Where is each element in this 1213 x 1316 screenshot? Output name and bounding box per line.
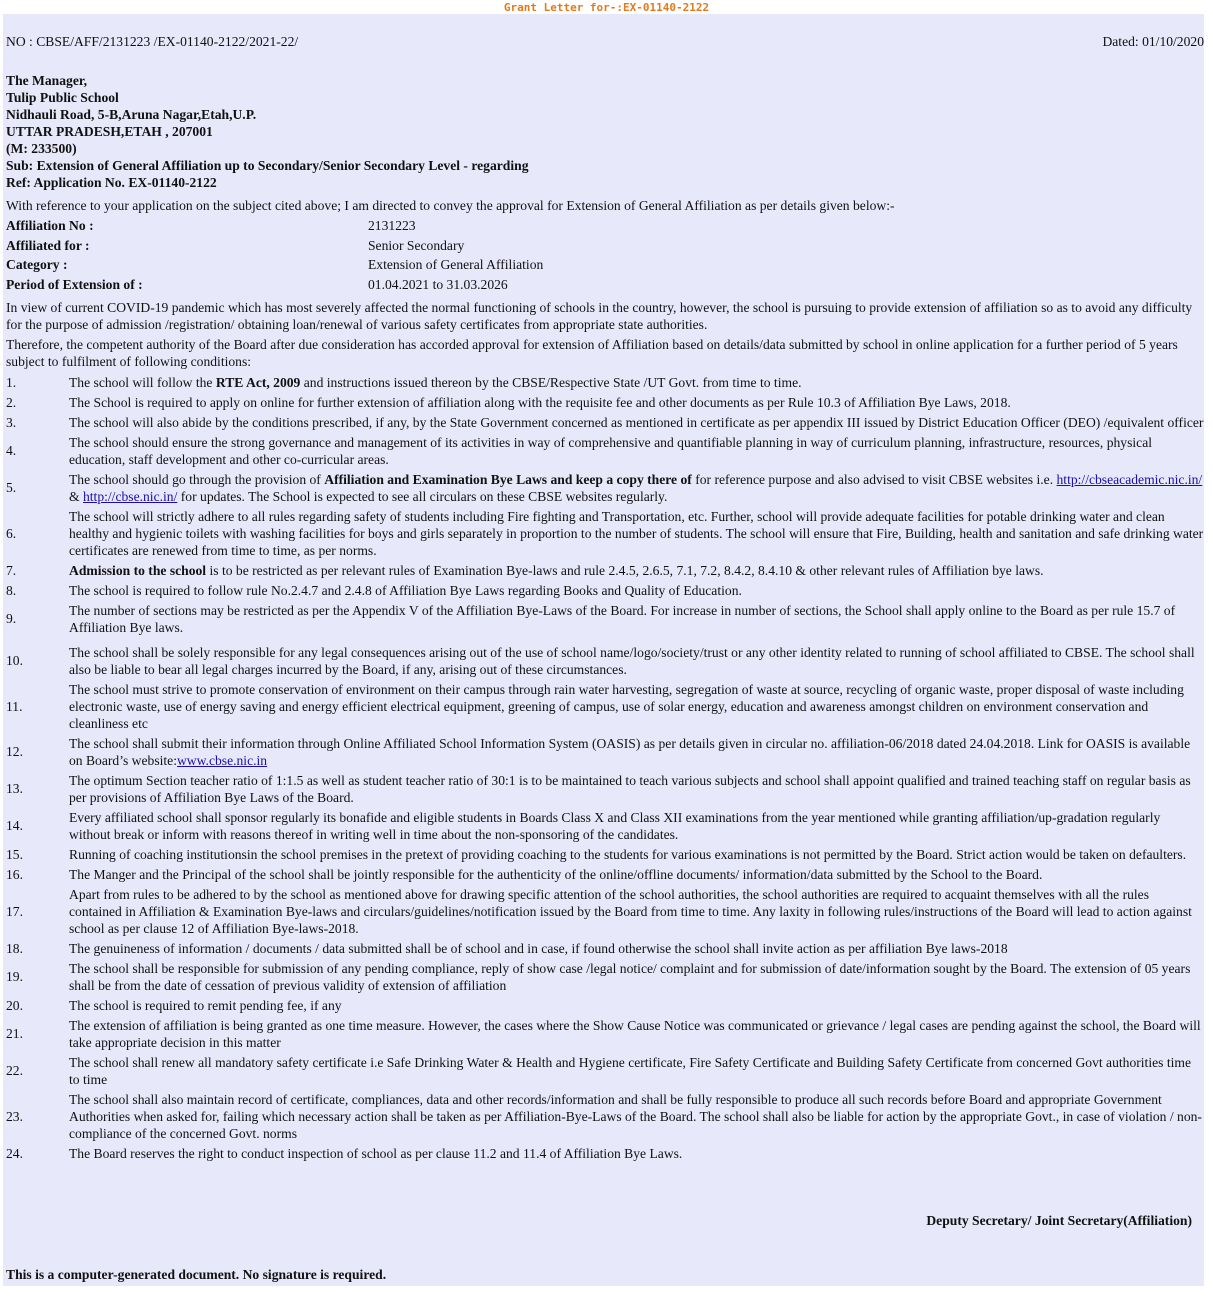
condition-number: 13. [6,781,23,796]
detail-value: 2131223 [368,218,416,233]
condition-text: The school shall renew all mandatory safety certificate i.e Safe Drinking Water & Health and Hygiene certificate, Fire Safety Certificate and Building Safety Certificate from concerned Govt authorities time to time [69,1054,1191,1087]
condition-text: The school should ensure the strong governance and management of its activities in way of comprehensive and quantifiable planning in way of curriculum planning, infrastructure, resources, physical education, staff development and other co-curricular areas. [69,434,1153,467]
detail-row [6,257,1202,277]
condition-number: 22. [6,1063,23,1078]
covid-paragraph: In view of current COVID-19 pandemic which has most severely affected the normal functioning of schools in the country, however, the school is pursuing to provide extension of affiliation so as to avoid any difficulty for the purpose of admission /registration/ obtaining loan/renewal of various safety certificates from appropriate state authorities. [6,300,1193,332]
detail-value: Senior Secondary [368,237,465,253]
list-item [6,1143,1204,1163]
detail-label: Affiliated for : [6,237,90,253]
condition-number: 8. [6,582,17,598]
condition-number: 1. [6,374,17,390]
list-item [6,807,1204,844]
condition-number: 20. [6,997,23,1013]
subject-line: Sub: Extension of General Affiliation up to Secondary/Senior Secondary Level - regarding [6,158,529,173]
list-item [6,938,1204,958]
list-item [6,642,1204,679]
condition-number: 12. [6,744,23,759]
signatory-designation: Deputy Secretary/ Joint Secretary(Affiliation) [926,1213,1192,1228]
detail-value: 01.04.2021 to 31.03.2026 [368,277,508,293]
list-item [6,679,1204,733]
footer-note: This is a computer-generated document. No signature is required. [6,1267,387,1282]
reference-number: NO : CBSE/AFF/2131223 /EX-01140-2122/2021-22/ [6,34,299,49]
detail-value: Extension of General Affiliation [368,257,544,273]
condition-text: The school shall also maintain record of certificate, compliances, data and other records/information and shall be fully responsible to produce all such records before Board and appropriate Government Authorities when asked for, failing which necessary action shall be taken as per Affiliation-Bye-Laws of the Board. The school shall also be liable for action by the appropriate Govt., in case of violation / non-compliance of the concerned Govt. norms [69,1091,1202,1141]
condition-number: 24. [6,1145,23,1161]
condition-text: The school should go through the provision of Affiliation and Examination Bye Laws and keep a copy there of for reference purpose and also advised to visit CBSE websites i.e. http://cbseacademic.nic.in/ & http://cbse.nic.in/ for updates. The School is expected to see all circulars on these CBSE websites regularly. [69,471,1203,504]
reference-line: Ref: Application No. EX-01140-2122 [6,175,217,190]
condition-text: The Manger and the Principal of the school shall be jointly responsible for the authenticity of the online/offline documents/ information/data submitted by the School to the Board. [69,866,1043,882]
condition-number: 16. [6,866,23,882]
list-item [6,1052,1204,1089]
condition-text: The school must strive to promote conservation of environment on their campus through rain water harvesting, segregation of waste at source, recycling of organic waste, proper disposal of waste including electronic waste, use of energy saving and energy efficient electrical equipment, greening of campus, use of solar energy, education and awareness amongst children on environment conservation and cleanliness etc [69,681,1184,731]
list-item [6,392,1204,412]
condition-text: The school shall be solely responsible for any legal consequences arising out of the use of school name/logo/society/trust or any other identity related to running of school affiliated to CBSE. The school shall also be liable to bear all legal charges incurred by the Board, if any, arising out of these circumstances. [69,644,1195,677]
list-item [6,469,1204,506]
condition-text: Apart from rules to be adhered to by the school as mentioned above for drawing specific attention of the school authorities, the school authorities are required to acquaint themselves with all the rules contained in Affiliation & Examination Bye-laws and circulars/guidelines/notification issued by the Board from time to time. Any laxity in following rules/instructions of the Board will lead to action against school as per clause 12 of Affiliation Bye-laws-2018. [69,886,1192,936]
condition-number: 3. [6,414,17,430]
affiliation-details [6,218,1202,297]
cbse-website-link[interactable]: http://cbse.nic.in/ [82,488,178,504]
condition-text: The school will also abide by the conditions prescribed, if any, by the State Government concerned as mentioned in certificate as per appendix III issued by District Education Officer (DEO) /equivalent officer [69,414,1204,430]
list-item [6,600,1204,637]
list-item [6,580,1204,600]
list-item [6,412,1204,432]
condition-text: The school will strictly adhere to all rules regarding safety of students including Fire fighting and Transportation, etc. Further, school will provide adequate facilities for potable drinking water and clean healthy and hygienic toilets with washing facilities for boys and girls separately in proportion to the number of students. The school will ensure that Fire, Building, health and sanitation and safe drinking water certificates are renewed from time to time, as per norms. [69,508,1204,558]
list-item [6,560,1204,580]
condition-number: 9. [6,611,17,626]
list-item [6,995,1204,1015]
condition-text: The school shall submit their information through Online Affiliated School Information System (OASIS) as per details given in circular no. affiliation-06/2018 dated 24.04.2018. Link for OASIS is available on Board’s website:www.cbse.nic.in [69,735,1191,768]
cbse-academic-link[interactable]: http://cbseacademic.nic.in/ [1056,471,1203,487]
condition-number: 17. [6,903,23,919]
condition-text: The optimum Section teacher ratio of 1:1.5 as well as student teacher ratio of 30:1 is to be maintained to teach various subjects and school shall appoint qualified and trained teaching staff on regular basis as per provisions of Affiliation Bye Laws of the Board. [69,772,1191,805]
detail-row [6,218,1202,238]
list-item [6,844,1204,864]
cbse-oasis-link[interactable]: www.cbse.nic.in [176,752,268,768]
mobile-line: (M: 233500) [6,141,77,156]
address-line: UTTAR PRADESH,ETAH , 207001 [6,124,213,139]
condition-text: The number of sections may be restricted as per the Appendix V of the Affiliation Bye-Laws of the Board. For increase in number of sections, the School shall apply online to the Board as per rule 15.7 of Affiliation Bye laws. [69,602,1176,635]
detail-label: Category : [6,257,68,273]
list-item [6,884,1204,938]
condition-number: 23. [6,1108,23,1124]
condition-text: The Board reserves the right to conduct inspection of school as per clause 11.2 and 11.4 of Affiliation Bye Laws. [69,1145,683,1161]
condition-number: 19. [6,969,23,984]
condition-number: 11. [6,698,23,714]
condition-number: 15. [6,846,23,862]
address-line: Nidhauli Road, 5-B,Aruna Nagar,Etah,U.P. [6,107,257,122]
detail-label: Affiliation No : [6,218,94,233]
condition-number: 6. [6,525,17,541]
condition-number: 2. [6,394,17,410]
condition-number: 18. [6,940,23,956]
list-item [6,1089,1204,1143]
addressee-line: The Manager, [6,73,88,88]
condition-text: Admission to the school is to be restricted as per relevant rules of Examination Bye-laws and rule 2.4.5, 2.6.5, 7.1, 7.2, 8.4.2, 8.4.10 & other relevant rules of Affiliation bye laws. [69,562,1044,578]
detail-row [6,277,1202,297]
condition-text: The school is required to remit pending fee, if any [69,997,342,1013]
detail-label: Period of Extension of : [6,277,143,293]
condition-text: The school is required to follow rule No.2.4.7 and 2.4.8 of Affiliation Bye Laws regarding Books and Quality of Education. [69,582,742,598]
approval-paragraph: Therefore, the competent authority of the Board after due consideration has accorded approval for extension of Affiliation based on details/data submitted by school in online application for a further period of 5 years subject to fulfilment of following conditions: [6,337,1178,369]
conditions-list [6,372,1204,1163]
condition-number: 5. [6,480,17,495]
letter-page [3,14,1204,1286]
list-item [6,958,1204,995]
list-item [6,733,1204,770]
condition-text: Every affiliated school shall sponsor regularly its bonafide and eligible students in Boards Class X and Class XII examinations from the year mentioned while granting affiliation/up-gradation regularly without break or inform with reasons thereof in writing well in time about the non-sponsoring of the candidates. [69,809,1161,842]
list-item [6,770,1204,807]
intro-paragraph: With reference to your application on the subject cited above; I am directed to convey the approval for Extension of General Affiliation as per details given below:- [6,198,895,213]
condition-text: The school shall be responsible for submission of any pending compliance, reply of show case /legal notice/ complaint and for submission of date/information sought by the Board. The extension of 05 years shall be from the date of cessation of previous validity of extension of affiliation [69,960,1191,993]
detail-row [6,238,1202,258]
list-item [6,372,1204,392]
condition-text: The School is required to apply on online for further extension of affiliation along with the requisite fee and other documents as per Rule 10.3 of Affiliation Bye Laws, 2018. [69,394,1011,410]
list-item [6,432,1204,469]
condition-text: The school will follow the RTE Act, 2009 and instructions issued thereon by the CBSE/Respective State /UT Govt. from time to time. [69,374,802,390]
condition-text: The extension of affiliation is being granted as one time measure. However, the cases where the Show Cause Notice was communicated or grievance / legal cases are pending against the school, the Board will take appropriate decision in this matter [69,1017,1201,1050]
list-item [6,1015,1204,1052]
letter-date: Dated: 01/10/2020 [1102,34,1204,49]
list-item [6,864,1204,884]
condition-text: The genuineness of information / documents / data submitted shall be of school and in case, if found otherwise the school shall invite action as per affiliation Bye laws-2018 [69,940,1008,956]
condition-number: 4. [6,443,17,458]
grant-letter-title: Grant Letter for-:EX-01140-2122 [503,1,710,14]
condition-number: 14. [6,818,23,833]
addressee-block [6,72,529,191]
condition-text: Running of coaching institutionsin the school premises in the pretext of providing coaching to the students for various examinations is not permitted by the Board. Strict action would be taken on defaulters. [69,846,1187,862]
list-item [6,506,1204,560]
condition-number: 7. [6,562,17,578]
condition-number: 21. [6,1026,23,1041]
condition-number: 10. [6,653,23,668]
school-name: Tulip Public School [6,90,119,105]
